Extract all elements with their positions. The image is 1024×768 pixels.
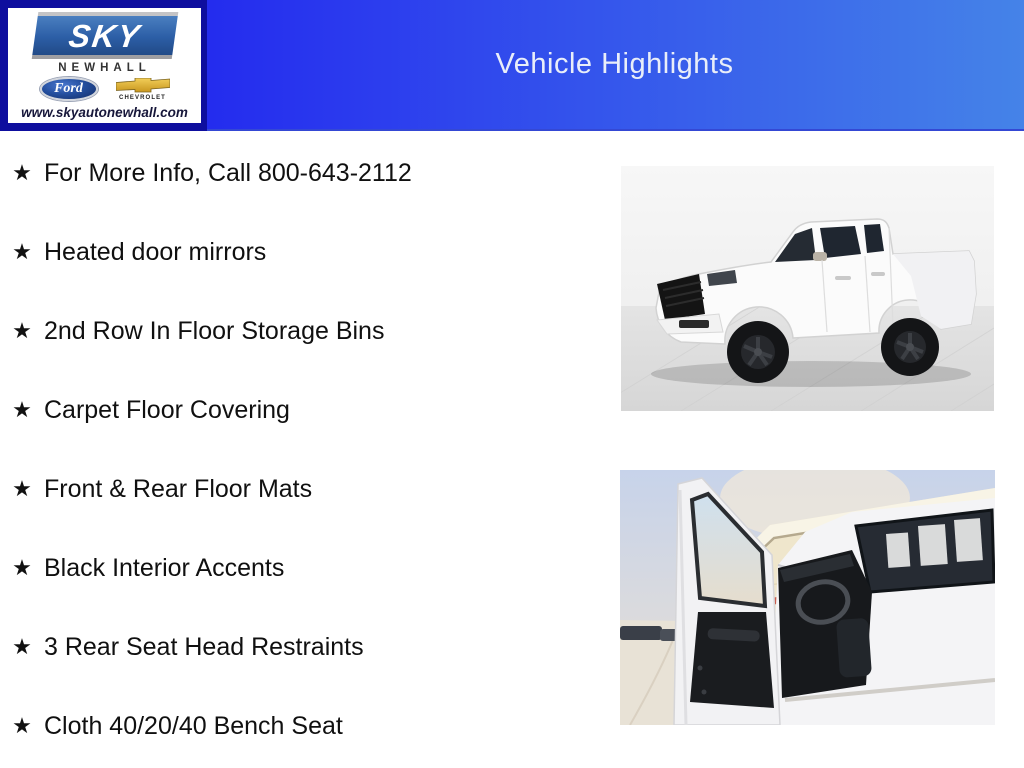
chevrolet-bowtie-icon	[116, 78, 170, 93]
list-item	[10, 449, 610, 528]
feature-label: Carpet Floor Covering	[44, 395, 290, 424]
door-mirror	[813, 252, 827, 261]
star-bullet-icon: ★	[12, 633, 32, 659]
chevrolet-logo	[116, 78, 170, 101]
vehicle-features-list	[10, 133, 610, 765]
chevrolet-logo-text: CHEVROLET	[119, 94, 166, 101]
brand-logos-row	[40, 76, 170, 102]
list-item	[10, 212, 610, 291]
star-bullet-icon: ★	[12, 159, 32, 185]
list-item	[10, 607, 610, 686]
truck-interior-photo	[620, 470, 995, 725]
feature-label: Cloth 40/20/40 Bench Seat	[44, 711, 343, 740]
star-bullet-icon: ★	[12, 712, 32, 738]
dealer-website: www.skyautonewhall.com	[21, 105, 188, 120]
sky-logo-badge	[31, 12, 178, 59]
front-wheel	[727, 321, 789, 383]
star-bullet-icon: ★	[12, 396, 32, 422]
list-item	[10, 133, 610, 212]
star-bullet-icon: ★	[12, 317, 32, 343]
list-item	[10, 291, 610, 370]
driver-seat	[836, 618, 872, 678]
feature-label: Heated door mirrors	[44, 237, 267, 266]
dealer-logo-card	[8, 8, 201, 123]
rear-wheel	[881, 318, 939, 376]
feature-label: For More Info, Call 800-643-2112	[44, 158, 412, 187]
ford-logo-icon	[40, 77, 98, 101]
star-bullet-icon: ★	[12, 238, 32, 264]
ford-logo-text: Ford	[54, 81, 83, 97]
fog-light-recess	[679, 320, 709, 328]
page-title: Vehicle Highlights	[495, 48, 734, 80]
star-bullet-icon: ★	[12, 475, 32, 501]
list-item	[10, 528, 610, 607]
rear-door-handle	[871, 272, 885, 276]
truck-exterior-photo	[621, 166, 994, 411]
sky-logo-text: SKY	[66, 17, 143, 54]
front-door-handle	[835, 276, 851, 280]
list-item	[10, 686, 610, 765]
feature-label: Black Interior Accents	[44, 553, 285, 582]
dealer-city-label: NEWHALL	[58, 62, 151, 75]
feature-label: 2nd Row In Floor Storage Bins	[44, 316, 385, 345]
dealer-logo-block	[0, 0, 207, 131]
feature-label: 3 Rear Seat Head Restraints	[44, 632, 364, 661]
feature-label: Front & Rear Floor Mats	[44, 474, 313, 503]
cab-interior	[778, 550, 872, 698]
star-bullet-icon: ★	[12, 554, 32, 580]
list-item	[10, 370, 610, 449]
